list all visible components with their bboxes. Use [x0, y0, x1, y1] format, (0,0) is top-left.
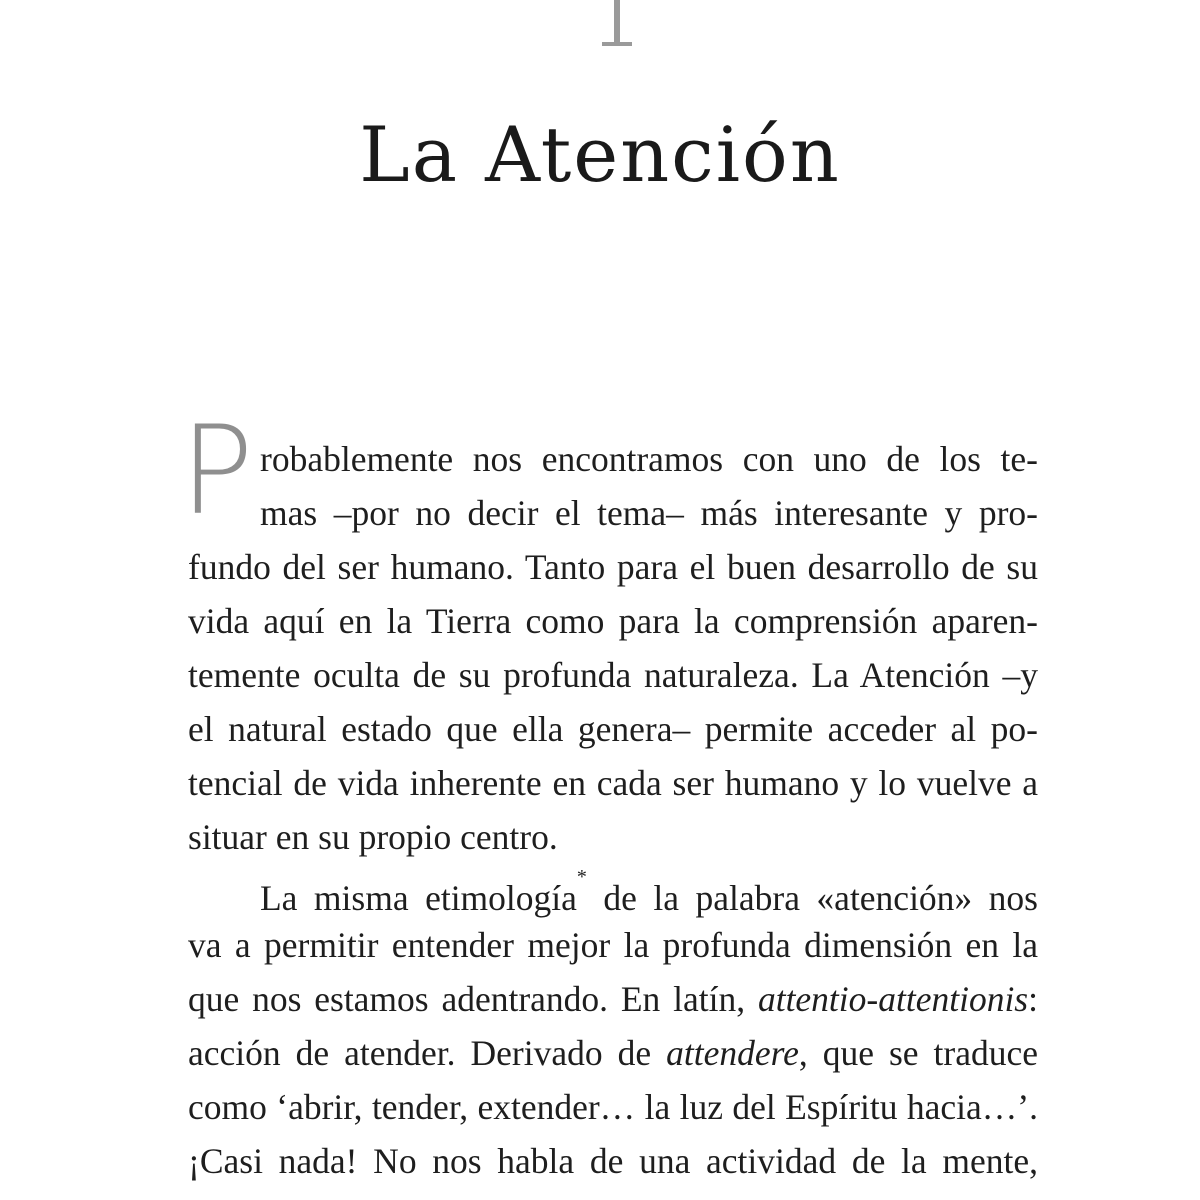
paragraph-2-line: ¡Casi nada! No nos habla de una actividad de la mente, [188, 1141, 1038, 1181]
paragraph-2-text: : [1028, 979, 1038, 1019]
chapter-number-fragment [614, 0, 620, 46]
latin-term: attentio-attentionis [757, 979, 1029, 1019]
drop-cap: P [180, 400, 254, 542]
paragraph-2-line [188, 864, 1038, 918]
paragraph-1-line: temente oculta de su profunda naturaleza. La Atención –y [188, 655, 1038, 695]
paragraph-2-text: , que se traduce [798, 1033, 1038, 1073]
paragraph-1-line: vida aquí en la Tierra como para la comprensión aparen- [188, 601, 1038, 641]
paragraph-2-text: que nos estamos adentrando. En latín, [188, 979, 758, 1019]
paragraph-1-line: tencial de vida inherente en cada ser humano y lo vuelve a [188, 763, 1038, 803]
paragraph-1-line: mas –por no decir el tema– más interesante y pro- [260, 493, 1038, 533]
chapter-title: La Atención [359, 110, 841, 199]
paragraph-2-line: como ‘abrir, tender, extender… la luz del Espíritu hacia…’. [188, 1087, 1038, 1127]
paragraph-2-text: acción de atender. Derivado de [188, 1033, 667, 1073]
body-text [180, 400, 1038, 1188]
paragraph-1-line: robablemente nos encontramos con uno de los te- [260, 439, 1038, 479]
paragraph-1-line: fundo del ser humano. Tanto para el buen desarrollo de su [188, 547, 1038, 587]
paragraph-1-line: situar en su propio centro. [188, 817, 558, 857]
paragraph-2-line [188, 1026, 1038, 1080]
paragraph-2-line [188, 972, 1038, 1026]
paragraph-2-text: de la palabra «atención» nos [586, 877, 1038, 918]
paragraph-1-line: el natural estado que ella genera– permite acceder al po- [188, 709, 1038, 749]
paragraph-2-text: La misma etimología [260, 877, 577, 918]
paragraph-2-line: va a permitir entender mejor la profunda dimensión en la [188, 925, 1038, 965]
latin-term: attendere [666, 1033, 799, 1073]
footnote-marker: * [576, 866, 587, 888]
